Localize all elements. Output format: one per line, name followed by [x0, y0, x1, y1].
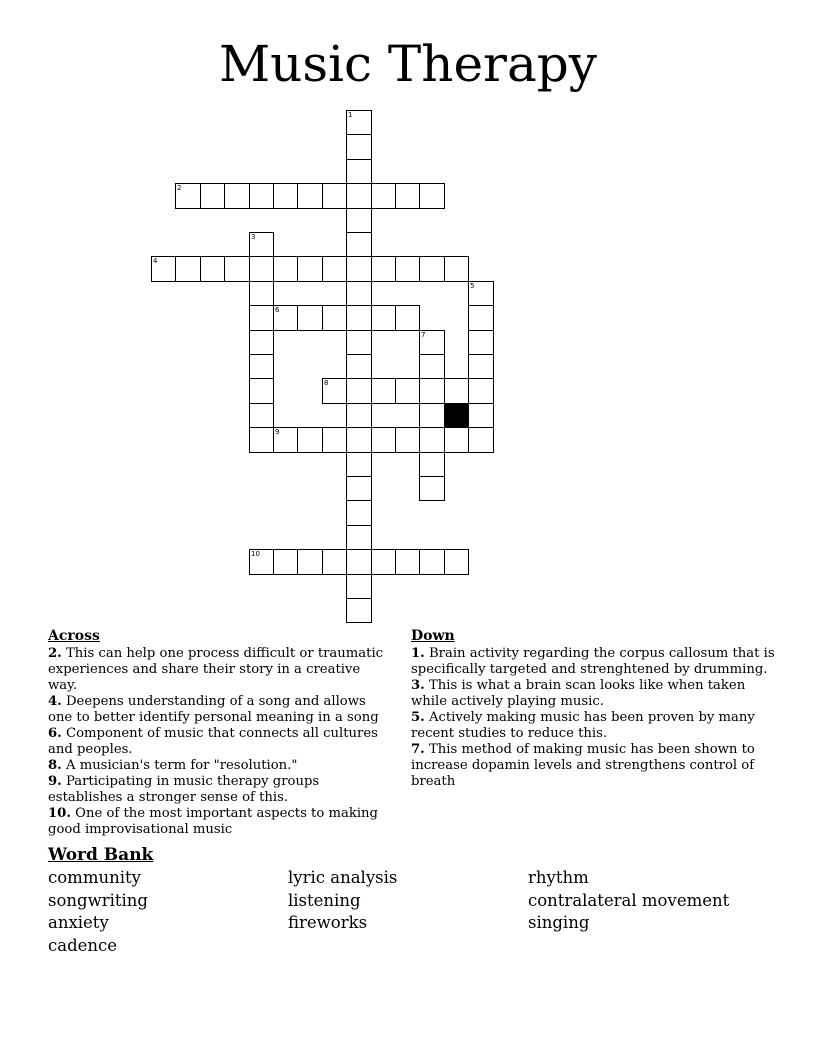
grid-cell[interactable]	[346, 549, 372, 575]
clue-text: This method of making music has been shown to increase dopamin levels and strengthens control of breath	[411, 742, 755, 789]
clue-number-label: 6.	[48, 726, 62, 741]
clue-text: A musician's term for "resolution."	[61, 758, 298, 773]
grid-cell[interactable]	[249, 354, 274, 379]
word-bank-item: lyric analysis	[288, 868, 398, 887]
grid-cell[interactable]	[468, 281, 494, 306]
grid-cell[interactable]	[346, 305, 372, 331]
clue-number: 10	[251, 550, 260, 558]
grid-cell[interactable]	[346, 159, 372, 184]
grid-cell[interactable]	[395, 183, 420, 209]
across-clue	[48, 758, 393, 774]
grid-cell[interactable]	[419, 183, 445, 209]
grid-cell[interactable]	[371, 378, 396, 404]
grid-cell[interactable]	[346, 525, 372, 550]
grid-cell[interactable]	[297, 183, 323, 209]
grid-cell[interactable]	[468, 330, 494, 355]
across-clue	[48, 726, 393, 758]
grid-cell[interactable]	[346, 378, 372, 404]
grid-cell[interactable]	[322, 549, 347, 575]
grid-cell[interactable]	[346, 403, 372, 428]
clue-number: 1	[348, 111, 353, 119]
down-clue	[411, 678, 781, 710]
across-clues	[48, 628, 393, 838]
down-clue	[411, 646, 781, 678]
clue-number: 7	[421, 331, 426, 339]
grid-cell[interactable]	[346, 281, 372, 306]
word-bank-item: songwriting	[48, 890, 148, 910]
grid-cell[interactable]	[371, 549, 396, 575]
word-bank-item: contralateral movement	[528, 890, 730, 910]
grid-cell[interactable]	[346, 427, 372, 453]
word-bank-column	[48, 867, 148, 957]
word-bank-title: Word Bank	[48, 845, 154, 865]
grid-cell[interactable]	[468, 403, 494, 428]
grid-cell[interactable]	[249, 403, 274, 428]
grid-cell[interactable]	[273, 183, 298, 209]
across-clue	[48, 806, 393, 838]
grid-cell[interactable]	[371, 183, 396, 209]
grid-cell[interactable]	[444, 378, 469, 404]
grid-cell[interactable]	[346, 476, 372, 501]
grid-cell[interactable]	[395, 378, 420, 404]
word-bank-item: anxiety	[48, 913, 109, 933]
grid-cell[interactable]	[249, 378, 274, 404]
clue-text: Actively making music has been proven by many recent studies to reduce this.	[411, 710, 755, 741]
grid-cell[interactable]	[224, 256, 250, 282]
grid-cell[interactable]	[249, 183, 274, 209]
clue-number: 8	[324, 379, 329, 387]
grid-cell[interactable]	[419, 549, 445, 575]
grid-cell[interactable]	[249, 281, 274, 306]
clue-number: 9	[275, 428, 280, 436]
across-clue	[48, 646, 393, 694]
down-clues	[411, 628, 781, 790]
grid-cell[interactable]	[249, 305, 274, 331]
clue-text: Component of music that connects all cultures and peoples.	[48, 726, 378, 757]
clue-text: This can help one process difficult or traumatic experiences and share their story in a creative way.	[48, 646, 384, 693]
down-clue	[411, 742, 781, 790]
clue-number-label: 1.	[411, 646, 425, 661]
word-bank-item: fireworks	[288, 913, 368, 933]
grid-cell[interactable]	[419, 256, 445, 282]
grid-cell[interactable]	[346, 354, 372, 379]
grid-cell[interactable]	[371, 256, 396, 282]
grid-cell[interactable]	[224, 183, 250, 209]
grid-cell[interactable]	[346, 500, 372, 526]
clue-number-label: 9.	[48, 774, 62, 789]
grid-cell[interactable]	[346, 183, 372, 209]
grid-cell[interactable]	[249, 232, 274, 257]
word-bank-item: listening	[288, 890, 361, 910]
grid-cell[interactable]	[273, 256, 298, 282]
grid-cell[interactable]	[249, 549, 274, 575]
clue-text: Deepens understanding of a song and allows one to better identify personal meaning in a song	[48, 694, 379, 725]
across-heading: Across	[48, 628, 100, 644]
grid-cell[interactable]	[346, 110, 372, 135]
grid-cell[interactable]	[371, 427, 396, 453]
word-bank-item: community	[48, 868, 141, 887]
word-bank-column	[528, 867, 729, 935]
grid-cell[interactable]	[419, 452, 445, 477]
grid-cell[interactable]	[346, 134, 372, 160]
grid-cell[interactable]	[395, 305, 420, 331]
grid-cell[interactable]	[371, 305, 396, 331]
clue-number-label: 2.	[48, 646, 62, 661]
clue-number-label: 7.	[411, 742, 425, 757]
clue-text: One of the most important aspects to making good improvisational music	[48, 806, 378, 837]
grid-cell[interactable]	[322, 256, 347, 282]
across-clue	[48, 774, 393, 806]
clue-number-label: 3.	[411, 678, 425, 693]
clue-number-label: 5.	[411, 710, 425, 725]
grid-cell[interactable]	[346, 256, 372, 282]
grid-cell[interactable]	[200, 256, 225, 282]
grid-cell[interactable]	[273, 427, 298, 453]
grid-cell[interactable]	[419, 330, 445, 355]
page-title: Music Therapy	[218, 35, 598, 93]
clue-text: Brain activity regarding the corpus callosum that is specifically targeted and strenghtened by drumming.	[411, 646, 775, 677]
grid-cell[interactable]	[346, 208, 372, 233]
grid-cell[interactable]	[346, 330, 372, 355]
word-bank-item: rhythm	[528, 868, 589, 887]
clue-number-label: 10.	[48, 806, 71, 821]
grid-cell[interactable]	[419, 427, 445, 453]
grid-cell[interactable]	[468, 378, 494, 404]
grid-cell[interactable]	[395, 427, 420, 453]
grid-cell[interactable]	[297, 305, 323, 331]
grid-cell[interactable]	[175, 256, 201, 282]
word-bank-item: cadence	[48, 935, 118, 955]
clue-number: 6	[275, 306, 280, 314]
grid-cell[interactable]	[419, 354, 445, 379]
across-clue	[48, 694, 393, 726]
grid-cell[interactable]	[468, 427, 494, 453]
word-bank-item: singing	[528, 913, 590, 933]
grid-cell[interactable]	[346, 232, 372, 257]
clue-number: 4	[153, 257, 158, 265]
grid-cell[interactable]	[297, 427, 323, 453]
grid-cell[interactable]	[346, 452, 372, 477]
grid-cell[interactable]	[273, 305, 298, 331]
grid-cell[interactable]	[322, 305, 347, 331]
grid-cell[interactable]	[346, 574, 372, 599]
grid-cell[interactable]	[395, 549, 420, 575]
clue-number: 5	[470, 282, 475, 290]
grid-cell[interactable]	[419, 403, 445, 428]
grid-cell[interactable]	[249, 427, 274, 453]
black-cell	[444, 403, 469, 428]
grid-cell[interactable]	[297, 549, 323, 575]
clue-text: Participating in music therapy groups establishes a stronger sense of this.	[48, 774, 320, 805]
grid-cell[interactable]	[468, 354, 494, 379]
grid-cell[interactable]	[249, 256, 274, 282]
grid-cell[interactable]	[346, 598, 372, 623]
grid-cell[interactable]	[322, 378, 347, 404]
grid-cell[interactable]	[395, 256, 420, 282]
grid-cell[interactable]	[297, 256, 323, 282]
grid-cell[interactable]	[200, 183, 225, 209]
grid-cell[interactable]	[444, 256, 469, 282]
down-heading: Down	[411, 628, 455, 644]
clue-number-label: 8.	[48, 758, 62, 773]
grid-cell[interactable]	[249, 330, 274, 355]
grid-cell[interactable]	[468, 305, 494, 331]
clue-number: 3	[251, 233, 256, 241]
grid-cell[interactable]	[322, 427, 347, 453]
word-bank-column	[288, 867, 397, 935]
clue-text: This is what a brain scan looks like when taken while actively playing music.	[411, 678, 746, 709]
grid-cell[interactable]	[444, 549, 469, 575]
grid-cell[interactable]	[151, 256, 176, 282]
grid-cell[interactable]	[419, 476, 445, 501]
grid-cell[interactable]	[322, 183, 347, 209]
down-clue	[411, 710, 781, 742]
clue-number-label: 4.	[48, 694, 62, 709]
grid-cell[interactable]	[273, 549, 298, 575]
clue-number: 2	[177, 184, 182, 192]
grid-cell[interactable]	[444, 427, 469, 453]
grid-cell[interactable]	[175, 183, 201, 209]
grid-cell[interactable]	[419, 378, 445, 404]
